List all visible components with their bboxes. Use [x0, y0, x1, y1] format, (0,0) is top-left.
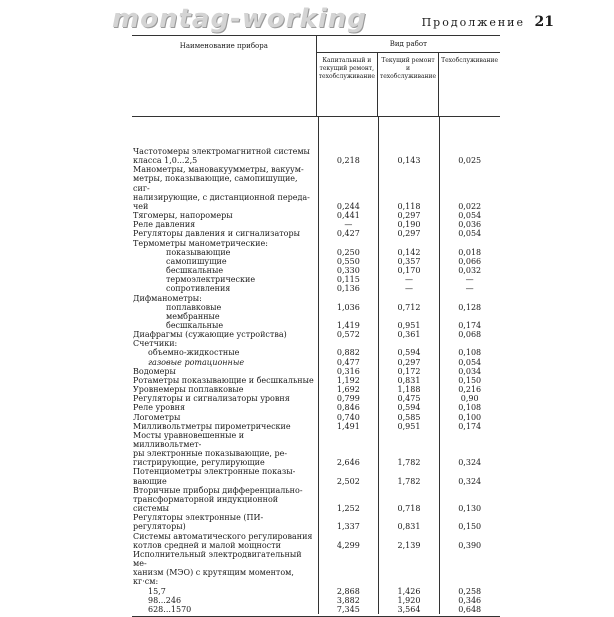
- value-current-repair: 0,951: [397, 421, 421, 431]
- table-row: [132, 239, 500, 248]
- table-row: [132, 467, 500, 485]
- instrument-name: [132, 165, 318, 211]
- column-divider: [378, 117, 379, 614]
- instrument-name-line: класса 1,0...2,5: [133, 156, 198, 166]
- value-capital-repair: 0,572: [336, 330, 360, 340]
- value-maintenance: —: [465, 284, 474, 294]
- instrument-name-line: газовые ротационные: [148, 357, 245, 367]
- value-maintenance: 0,258: [458, 586, 482, 596]
- value-current-repair: 1,426: [397, 586, 421, 596]
- value-current-repair: 0,594: [397, 348, 421, 358]
- instrument-name-line: котлов средней и малой мощности: [133, 540, 281, 550]
- value-current-repair: 0,951: [397, 320, 421, 330]
- instrument-name-line: 15,7: [148, 586, 166, 596]
- instrument-name-line: Потенциометры электронные показы-: [133, 467, 296, 477]
- value-current-repair: 2,139: [397, 540, 421, 550]
- value-maintenance: 0,054: [458, 357, 482, 367]
- instrument-name-line: Реле давления: [133, 220, 196, 230]
- value-capital-repair: 0,330: [336, 266, 360, 276]
- instrument-name-line: бесшкальные: [166, 266, 224, 276]
- instrument-name-line: гистрирующие, регулирующие: [133, 458, 265, 468]
- value-capital-repair: 1,419: [336, 320, 360, 330]
- value-current-repair: 0,712: [397, 302, 421, 312]
- column-header-name: Наименование прибора: [132, 36, 317, 116]
- page-header: [422, 14, 554, 30]
- value-capital-repair: 0,441: [336, 211, 360, 221]
- instrument-name-line: трансформаторной индукционной системы: [133, 494, 279, 514]
- value-current-repair: 1,782: [397, 458, 421, 468]
- instrument-name-line: Системы автоматического регулирования: [133, 531, 313, 541]
- instrument-name-line: сопротивления: [166, 284, 231, 294]
- value-maintenance: 0,128: [458, 302, 482, 312]
- instrument-name-line: Тягомеры, напоромеры: [133, 211, 233, 221]
- value-capital-repair: 0,427: [336, 229, 360, 239]
- instrument-name-line: Мосты уравновешенные и милливольтмет-: [133, 430, 245, 449]
- instrument-name: [132, 367, 318, 376]
- table-row: [132, 367, 500, 376]
- instrument-name: [132, 513, 318, 531]
- value-capital-repair: —: [344, 220, 353, 230]
- value-maintenance: 0,150: [458, 522, 482, 532]
- instrument-name: [132, 275, 318, 284]
- table-row: [132, 403, 500, 412]
- value-current-repair: 0,172: [397, 366, 421, 376]
- table-row: [132, 587, 500, 596]
- table-header: [132, 35, 500, 117]
- table-row: [132, 321, 500, 330]
- value-capital-repair: 0,244: [336, 201, 360, 211]
- value-current-repair: 0,831: [397, 375, 421, 385]
- instrument-name-line: Манометры, мановакуумметры, вакуум-: [133, 165, 304, 175]
- table-row: [132, 257, 500, 266]
- value-maintenance: 0,346: [458, 595, 482, 605]
- table-row: [132, 422, 500, 431]
- instrument-name-line: объемно-жидкостные: [148, 348, 240, 358]
- instrument-name-line: Счетчики:: [133, 339, 178, 349]
- instrument-name-line: Регуляторы давления и сигнализаторы: [133, 229, 300, 239]
- table-row: [132, 431, 500, 468]
- instrument-name: [132, 467, 318, 485]
- table-row: [132, 486, 500, 513]
- value-current-repair: 0,190: [397, 220, 421, 230]
- instrument-name-line: Регуляторы и сигнализаторы уровня: [133, 394, 290, 404]
- instrument-name: [132, 422, 318, 431]
- value-maintenance: 0,108: [458, 348, 482, 358]
- instrument-name-line: 628...1570: [148, 604, 192, 614]
- instrument-name-line: Логометры: [133, 412, 181, 422]
- instrument-name: [132, 211, 318, 220]
- value-capital-repair: 1,692: [336, 385, 360, 395]
- value-maintenance: 0,066: [458, 256, 482, 266]
- instrument-name: [132, 284, 318, 293]
- watermark: montag-working: [112, 4, 367, 34]
- value-current-repair: 0,170: [397, 266, 421, 276]
- table-row: [132, 596, 500, 605]
- value-maintenance: 0,324: [458, 476, 482, 486]
- instrument-name: [132, 229, 318, 238]
- table-row: [132, 248, 500, 257]
- value-maintenance: 0,054: [458, 211, 482, 221]
- instrument-name: [132, 403, 318, 412]
- instrument-name: [132, 376, 318, 385]
- value-maintenance: —: [465, 275, 474, 285]
- value-capital-repair: 0,882: [336, 348, 360, 358]
- value-current-repair: 1,920: [397, 595, 421, 605]
- table-row: [132, 275, 500, 284]
- instrument-name-line: термоэлектрические: [166, 275, 256, 285]
- value-maintenance: 0,100: [458, 412, 482, 422]
- table-row: [132, 330, 500, 339]
- table-row: [132, 266, 500, 275]
- value-current-repair: —: [405, 275, 413, 285]
- instrument-name: [132, 220, 318, 229]
- value-capital-repair: 3,882: [336, 595, 360, 605]
- instrument-name-line: Вторичные приборы дифференциально-: [133, 485, 303, 495]
- table-row: [132, 550, 500, 587]
- instrument-name: [132, 239, 318, 248]
- instrument-name-line: Уровнемеры поплавковые: [133, 385, 244, 395]
- value-capital-repair: 0,250: [336, 247, 360, 257]
- value-maintenance: 0,390: [458, 540, 482, 550]
- value-current-repair: 0,475: [397, 394, 421, 404]
- instrument-name: [132, 312, 318, 321]
- value-maintenance: 0,174: [458, 421, 482, 431]
- instrument-name-line: Реле уровня: [133, 403, 186, 413]
- value-maintenance: 0,90: [460, 394, 479, 404]
- value-maintenance: 0,648: [458, 604, 482, 614]
- value-maintenance: 0,130: [458, 504, 482, 514]
- value-current-repair: 0,357: [397, 256, 421, 266]
- value-current-repair: 3,564: [397, 604, 421, 614]
- instrument-name-line: Водомеры: [133, 366, 176, 376]
- instrument-name: [132, 385, 318, 394]
- continuation-label: Продолжение: [421, 16, 526, 29]
- instrument-name: [132, 147, 318, 165]
- instrument-name: [132, 486, 318, 513]
- instrument-name: [132, 266, 318, 275]
- instrument-name-line: вающие: [133, 476, 167, 486]
- instrument-name-line: показывающие: [166, 247, 231, 257]
- instrument-name-line: Диафрагмы (сужающие устройства): [133, 330, 287, 340]
- value-maintenance: 0,054: [458, 229, 482, 239]
- instrument-name-line: самопишущие: [166, 256, 227, 266]
- instrument-name: [132, 413, 318, 422]
- table-row: [132, 385, 500, 394]
- instrument-name: [132, 596, 318, 605]
- value-current-repair: 0,297: [397, 211, 421, 221]
- table-row: [132, 211, 500, 220]
- value-maintenance: 0,108: [458, 403, 482, 413]
- value-capital-repair: 1,337: [336, 522, 360, 532]
- instrument-name-line: ры электронные показывающие, ре-: [133, 449, 288, 459]
- value-current-repair: 0,585: [397, 412, 421, 422]
- instrument-name-line: Милливольтметры пирометрические: [133, 421, 291, 431]
- table-row: [132, 294, 500, 303]
- value-maintenance: 0,324: [458, 458, 482, 468]
- table-row: [132, 348, 500, 357]
- table-row: [132, 303, 500, 312]
- value-capital-repair: 2,646: [336, 458, 360, 468]
- instrument-table: [132, 35, 500, 617]
- instrument-name: [132, 321, 318, 330]
- value-current-repair: 0,297: [397, 357, 421, 367]
- table-row: [132, 165, 500, 211]
- table-row: [132, 532, 500, 550]
- value-current-repair: 1,782: [397, 476, 421, 486]
- instrument-name: [132, 248, 318, 257]
- instrument-name: [132, 330, 318, 339]
- instrument-name: [132, 587, 318, 596]
- value-current-repair: 0,297: [397, 229, 421, 239]
- column-header-maintenance: Техобслуживание: [438, 53, 500, 116]
- value-current-repair: 1,188: [397, 385, 421, 395]
- instrument-name-line: кг·см:: [133, 577, 159, 587]
- table-row: [132, 394, 500, 403]
- table-rows: [132, 117, 500, 614]
- table-row: [132, 413, 500, 422]
- table-row: [132, 605, 500, 614]
- value-capital-repair: 4,299: [336, 540, 360, 550]
- value-current-repair: 0,143: [397, 156, 421, 166]
- column-header-capital-repair: Капитальный и текущий ремонт, техобслуживание: [318, 57, 375, 80]
- instrument-name-line: нализирующие, с дистанционной переда-: [133, 192, 310, 202]
- value-capital-repair: 0,799: [336, 394, 360, 404]
- value-maintenance: 0,174: [458, 320, 482, 330]
- value-maintenance: 0,036: [458, 220, 482, 230]
- instrument-name: [132, 294, 318, 303]
- instrument-name: [132, 532, 318, 550]
- value-maintenance: 0,216: [458, 385, 482, 395]
- column-header-current-repair: Текущий ремонт и техобслуживание: [377, 53, 438, 116]
- table-row: [132, 339, 500, 348]
- value-capital-repair: 1,252: [336, 504, 360, 514]
- value-capital-repair: 0,115: [336, 275, 360, 285]
- value-capital-repair: 1,491: [336, 421, 360, 431]
- value-current-repair: 0,118: [397, 201, 421, 211]
- value-current-repair: 0,718: [397, 504, 421, 514]
- instrument-name-line: Частотомеры электромагнитной системы: [133, 147, 310, 156]
- page-number: 21: [534, 14, 554, 30]
- instrument-name-line: Исполнительный электродвигательный ме-: [133, 549, 302, 569]
- value-capital-repair: 7,345: [336, 604, 360, 614]
- value-maintenance: 0,034: [458, 366, 482, 376]
- column-divider: [439, 117, 440, 614]
- instrument-name-line: бесшкальные: [166, 320, 224, 330]
- instrument-name: [132, 339, 318, 348]
- table-row: [132, 376, 500, 385]
- table-row: [132, 513, 500, 531]
- instrument-name-line: 98...246: [148, 595, 182, 605]
- table-row: [132, 312, 500, 321]
- value-capital-repair: 0,740: [336, 412, 360, 422]
- instrument-name-line: поплавковые: [166, 302, 222, 312]
- instrument-name: [132, 358, 318, 367]
- value-capital-repair: 2,868: [336, 586, 360, 596]
- value-maintenance: 0,150: [458, 375, 482, 385]
- value-capital-repair: 0,477: [336, 357, 360, 367]
- table-row: [132, 147, 500, 165]
- value-current-repair: 0,361: [397, 330, 421, 340]
- instrument-name-line: Термометры манометрические:: [133, 238, 268, 248]
- value-capital-repair: 1,036: [336, 302, 360, 312]
- instrument-name-line: мембранные: [166, 311, 220, 321]
- instrument-name-line: метры, показывающие, самопишущие, сиг-: [133, 174, 298, 193]
- instrument-name-line: Ротаметры показывающие и бесшкальные: [133, 375, 314, 385]
- table-row: [132, 229, 500, 238]
- instrument-name: [132, 348, 318, 357]
- column-divider: [318, 117, 319, 614]
- instrument-name-line: ханизм (МЭО) с крутящим моментом,: [133, 568, 294, 578]
- table-row: [132, 358, 500, 367]
- instrument-name: [132, 394, 318, 403]
- instrument-name: [132, 257, 318, 266]
- value-current-repair: 0,831: [397, 522, 421, 532]
- instrument-name-line: Дифманометры:: [133, 293, 202, 303]
- value-capital-repair: 0,218: [336, 156, 360, 166]
- instrument-name: [132, 431, 318, 468]
- value-maintenance: 0,018: [458, 247, 482, 257]
- value-capital-repair: 2,502: [336, 476, 360, 486]
- column-group-header: Вид работ: [317, 36, 500, 53]
- instrument-name-line: Регуляторы электронные (ПИ-регуляторы): [133, 513, 264, 532]
- table-body: [132, 117, 500, 614]
- value-maintenance: 0,032: [458, 266, 482, 276]
- instrument-name-line: чей: [133, 201, 149, 211]
- value-current-repair: 0,594: [397, 403, 421, 413]
- value-current-repair: 0,142: [397, 247, 421, 257]
- instrument-name: [132, 550, 318, 587]
- value-maintenance: 0,068: [458, 330, 482, 340]
- value-maintenance: 0,025: [458, 156, 482, 166]
- table-row: [132, 220, 500, 229]
- instrument-name: [132, 605, 318, 614]
- value-capital-repair: 0,316: [336, 366, 360, 376]
- table-row: [132, 284, 500, 293]
- value-maintenance: 0,022: [458, 201, 482, 211]
- value-capital-repair: 0,550: [336, 256, 360, 266]
- instrument-name: [132, 303, 318, 312]
- value-capital-repair: 1,192: [336, 375, 360, 385]
- value-capital-repair: 0,136: [336, 284, 360, 294]
- value-current-repair: —: [405, 284, 413, 294]
- value-capital-repair: 0,846: [336, 403, 360, 413]
